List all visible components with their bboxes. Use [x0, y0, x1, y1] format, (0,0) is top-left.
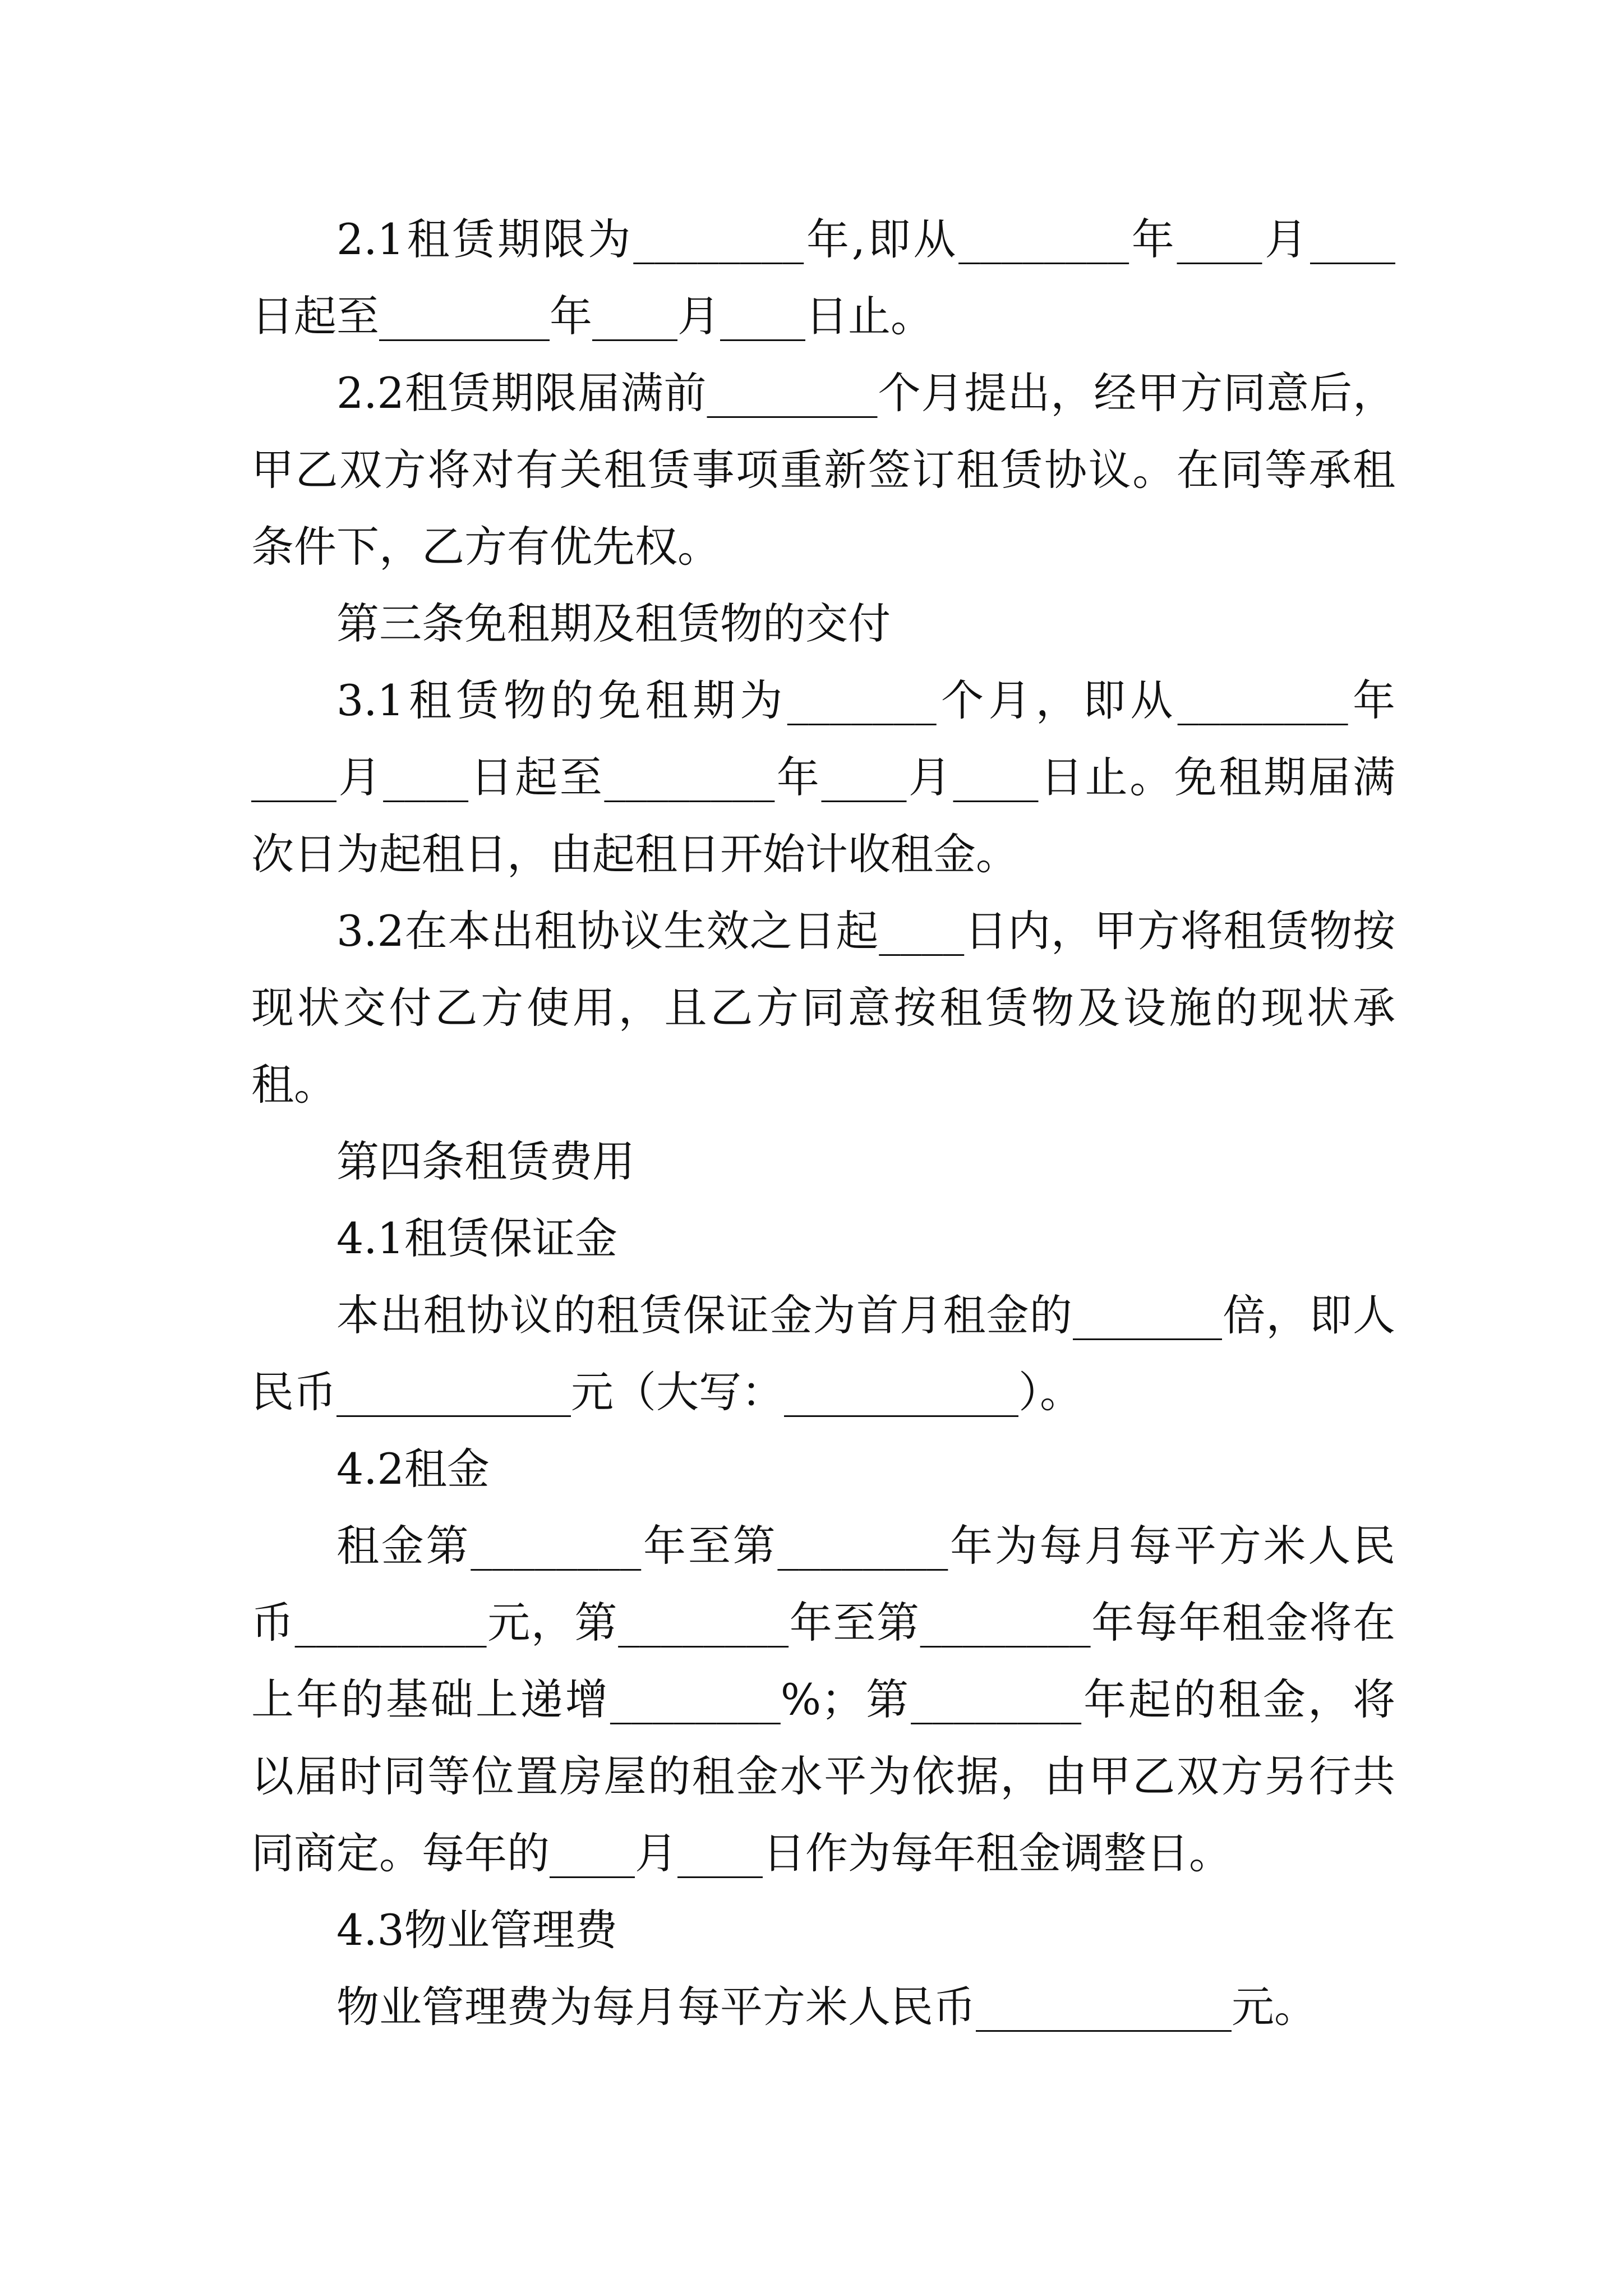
clause-2-2-lease-renewal: 2.2租赁期限届满前________个月提出，经甲方同意后，甲乙双方将对有关租赁事项重新签订租赁协议。在同等承租条件下，乙方有优先权。 [251, 368, 1395, 572]
clause-4-2-rent: 租金第________年至第________年为每月每平方米人民币_________元，第________年至第________年每年租金将在上年的基础上递增________%；第________年起的租金，将以届时同等位置房屋的租金水平为依据，由甲乙双方另行共同商定。每年的____月____日作为每年租金调整日。 [251, 1521, 1395, 1878]
clause-2-1-lease-term: 2.1租赁期限为________年,即从________年____月____日起至________年____月____日止。 [251, 214, 1395, 341]
clause-4-3-property-fee: 物业管理费为每月每平方米人民币____________元。 [336, 1982, 1317, 2032]
clause-4-2-heading: 4.2租金 [336, 1444, 490, 1494]
article-4-heading: 第四条租赁费用 [336, 1137, 635, 1186]
clause-3-1-rent-free-period: 3.1租赁物的免租期为_______个月，即从________年____月____日起至________年____月____日止。免租期届满次日为起租日，由起租日开始计收租金。 [251, 675, 1395, 879]
article-3-heading: 第三条免租期及租赁物的交付 [336, 599, 891, 648]
clause-4-1-deposit: 本出租协议的租赁保证金为首月租金的_______倍，即人民币___________元（大写：___________）。 [251, 1290, 1395, 1417]
clause-3-2-delivery: 3.2在本出租协议生效之日起____日内，甲方将租赁物按现状交付乙方使用，且乙方同意按租赁物及设施的现状承租。 [251, 906, 1395, 1110]
clause-4-3-heading: 4.3物业管理费 [336, 1905, 617, 1955]
clause-4-1-heading: 4.1租赁保证金 [336, 1213, 617, 1263]
